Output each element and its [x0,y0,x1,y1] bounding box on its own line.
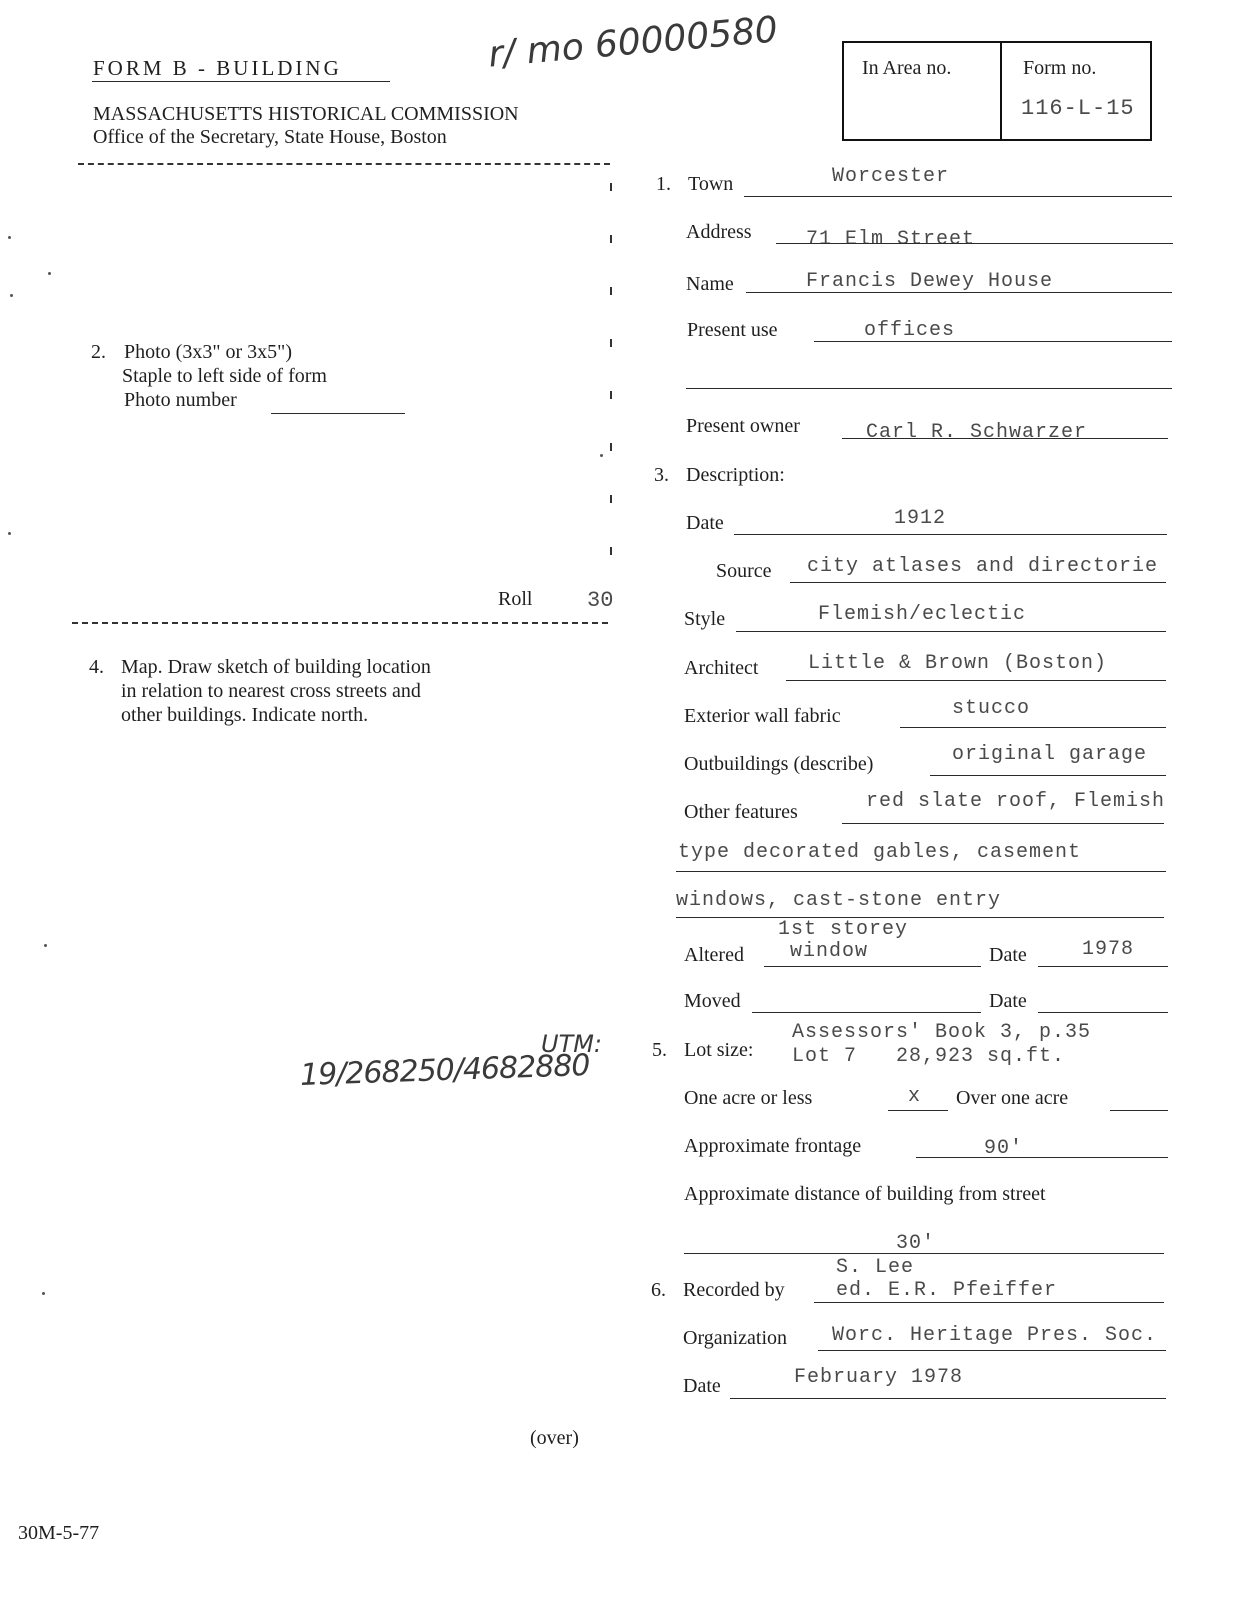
altered-date-line [1038,966,1168,967]
roll-value: 30 [587,588,614,613]
photo-area-top-dashes [78,163,610,165]
scan-speck [48,272,51,275]
photo-number-label: Photo number [124,389,237,411]
over-note: (over) [530,1427,579,1449]
wall-fabric-line [900,727,1166,728]
perforation-tick [610,183,612,191]
date-value[interactable]: 1912 [894,507,947,530]
recorded-by-value-1[interactable]: S. Lee [836,1256,915,1279]
map-instruction-2: in relation to nearest cross streets and [121,680,421,702]
recorded-by-value-2[interactable]: ed. E.R. Pfeiffer [836,1279,1058,1302]
town-value[interactable]: Worcester [832,165,950,188]
moved-date-line[interactable] [1038,1012,1168,1013]
moved-date-label: Date [989,990,1027,1012]
outbuildings-value[interactable]: original garage [952,743,1148,766]
present-use-line-2[interactable] [686,388,1172,389]
form-title: FORM B - BUILDING [93,56,342,80]
other-features-label: Other features [684,801,798,823]
area-label: In Area no. [862,57,952,79]
lot-size-value-1[interactable]: Assessors' Book 3, p.35 [792,1021,1092,1044]
name-line [746,292,1172,293]
over-one-acre-line[interactable] [1110,1110,1168,1111]
perforation-tick [610,495,612,503]
office-address: Office of the Secretary, State House, Boston [93,126,447,148]
map-section-number: 4. [89,656,104,678]
present-use-label: Present use [687,319,778,341]
other-features-line-3 [676,917,1164,918]
form-code: 30M-5-77 [18,1522,100,1544]
address-label: Address [686,221,752,243]
present-owner-label: Present owner [686,415,800,437]
moved-label: Moved [684,990,741,1012]
photo-instruction-1: Photo (3x3" or 3x5") [124,341,292,363]
roll-label: Roll [498,588,533,610]
distance-line [684,1253,1164,1254]
date-line [734,534,1167,535]
scan-speck [44,944,47,947]
name-label: Name [686,273,734,295]
present-use-value[interactable]: offices [864,319,956,342]
over-one-acre-label: Over one acre [956,1087,1069,1109]
frontage-line [916,1157,1168,1158]
moved-line[interactable] [752,1012,981,1013]
form-number-value[interactable]: 116-L-15 [1021,96,1135,121]
distance-label: Approximate distance of building from street [684,1183,1046,1205]
style-value[interactable]: Flemish/eclectic [818,603,1027,626]
lot-size-label: Lot size: [684,1039,754,1061]
wall-fabric-value[interactable]: stucco [952,697,1031,720]
area-form-divider [1000,41,1002,140]
lot-size-value-2[interactable]: Lot 7 28,923 sq.ft. [792,1045,1066,1068]
section-6-number: 6. [651,1279,666,1301]
scan-speck [42,1292,45,1295]
frontage-value[interactable]: 90' [984,1137,1024,1160]
distance-value[interactable]: 30' [896,1232,936,1255]
wall-fabric-label: Exterior wall fabric [684,705,841,727]
perforation-tick [610,287,612,295]
scan-speck [600,454,603,457]
utm-coordinates: 19/268250/4682880 [299,1047,591,1094]
address-line [776,243,1173,244]
perforation-tick [610,443,612,451]
altered-line [764,966,981,967]
source-label: Source [716,560,772,582]
organization-label: Organization [683,1327,788,1349]
altered-label: Altered [684,944,744,966]
recorded-by-label: Recorded by [683,1279,785,1301]
scan-speck [8,236,11,239]
acre-or-less-line [888,1110,948,1111]
outbuildings-line [930,775,1166,776]
present-owner-line [842,438,1168,439]
present-owner-value[interactable]: Carl R. Schwarzer [866,421,1088,444]
area-form-box [842,41,1152,141]
architect-label: Architect [684,657,759,679]
perforation-tick [610,235,612,243]
record-date-line [730,1398,1166,1399]
altered-value-2[interactable]: window [790,940,869,963]
record-date-label: Date [683,1375,721,1397]
scan-speck [8,532,11,535]
architect-line [786,680,1166,681]
acre-or-less-value[interactable]: x [908,1085,922,1108]
form-title-underline [92,81,390,82]
perforation-tick [610,339,612,347]
style-line [736,631,1166,632]
perforation-tick [610,391,612,399]
commission-name: MASSACHUSETTS HISTORICAL COMMISSION [93,103,519,125]
date-label: Date [686,512,724,534]
scan-speck [10,294,13,297]
photo-instruction-2: Staple to left side of form [122,365,327,387]
organization-value[interactable]: Worc. Heritage Pres. Soc. [832,1324,1158,1347]
name-value[interactable]: Francis Dewey House [806,270,1054,293]
source-value[interactable]: city atlases and directorie [807,555,1159,578]
form-number-label: Form no. [1023,57,1097,79]
other-features-value-2[interactable]: type decorated gables, casement [678,841,1082,864]
photo-section-number: 2. [91,341,106,363]
map-instruction-1: Map. Draw sketch of building location [121,656,431,678]
other-features-line-2 [676,871,1166,872]
description-label: Description: [686,464,785,486]
altered-date-value[interactable]: 1978 [1082,938,1135,961]
utm-label: UTM: [541,1030,603,1058]
acre-or-less-label: One acre or less [684,1087,813,1109]
other-features-line-1 [842,823,1164,824]
photo-area-bottom-dashes [72,622,608,624]
photo-number-line[interactable] [271,413,405,414]
map-instruction-3: other buildings. Indicate north. [121,704,369,726]
other-features-value-1[interactable]: red slate roof, Flemish [866,790,1166,813]
handwritten-reference: r/ mo 60000580 [486,9,780,76]
section-1-number: 1. [656,173,671,195]
style-label: Style [684,608,726,630]
altered-date-label: Date [989,944,1027,966]
town-line [744,196,1172,197]
present-use-line [814,341,1172,342]
recorded-by-line [814,1302,1164,1303]
town-label: Town [688,173,734,195]
record-date-value[interactable]: February 1978 [794,1366,964,1389]
perforation-tick [610,547,612,555]
organization-line [818,1350,1166,1351]
outbuildings-label: Outbuildings (describe) [684,753,874,775]
altered-value-1[interactable]: 1st storey [778,918,909,941]
source-line [790,582,1166,583]
address-value[interactable]: 71 Elm Street [806,228,976,251]
frontage-label: Approximate frontage [684,1135,862,1157]
architect-value[interactable]: Little & Brown (Boston) [808,652,1108,675]
other-features-value-3[interactable]: windows, cast-stone entry [676,889,1002,912]
section-3-number: 3. [654,464,669,486]
section-5-number: 5. [652,1039,667,1061]
